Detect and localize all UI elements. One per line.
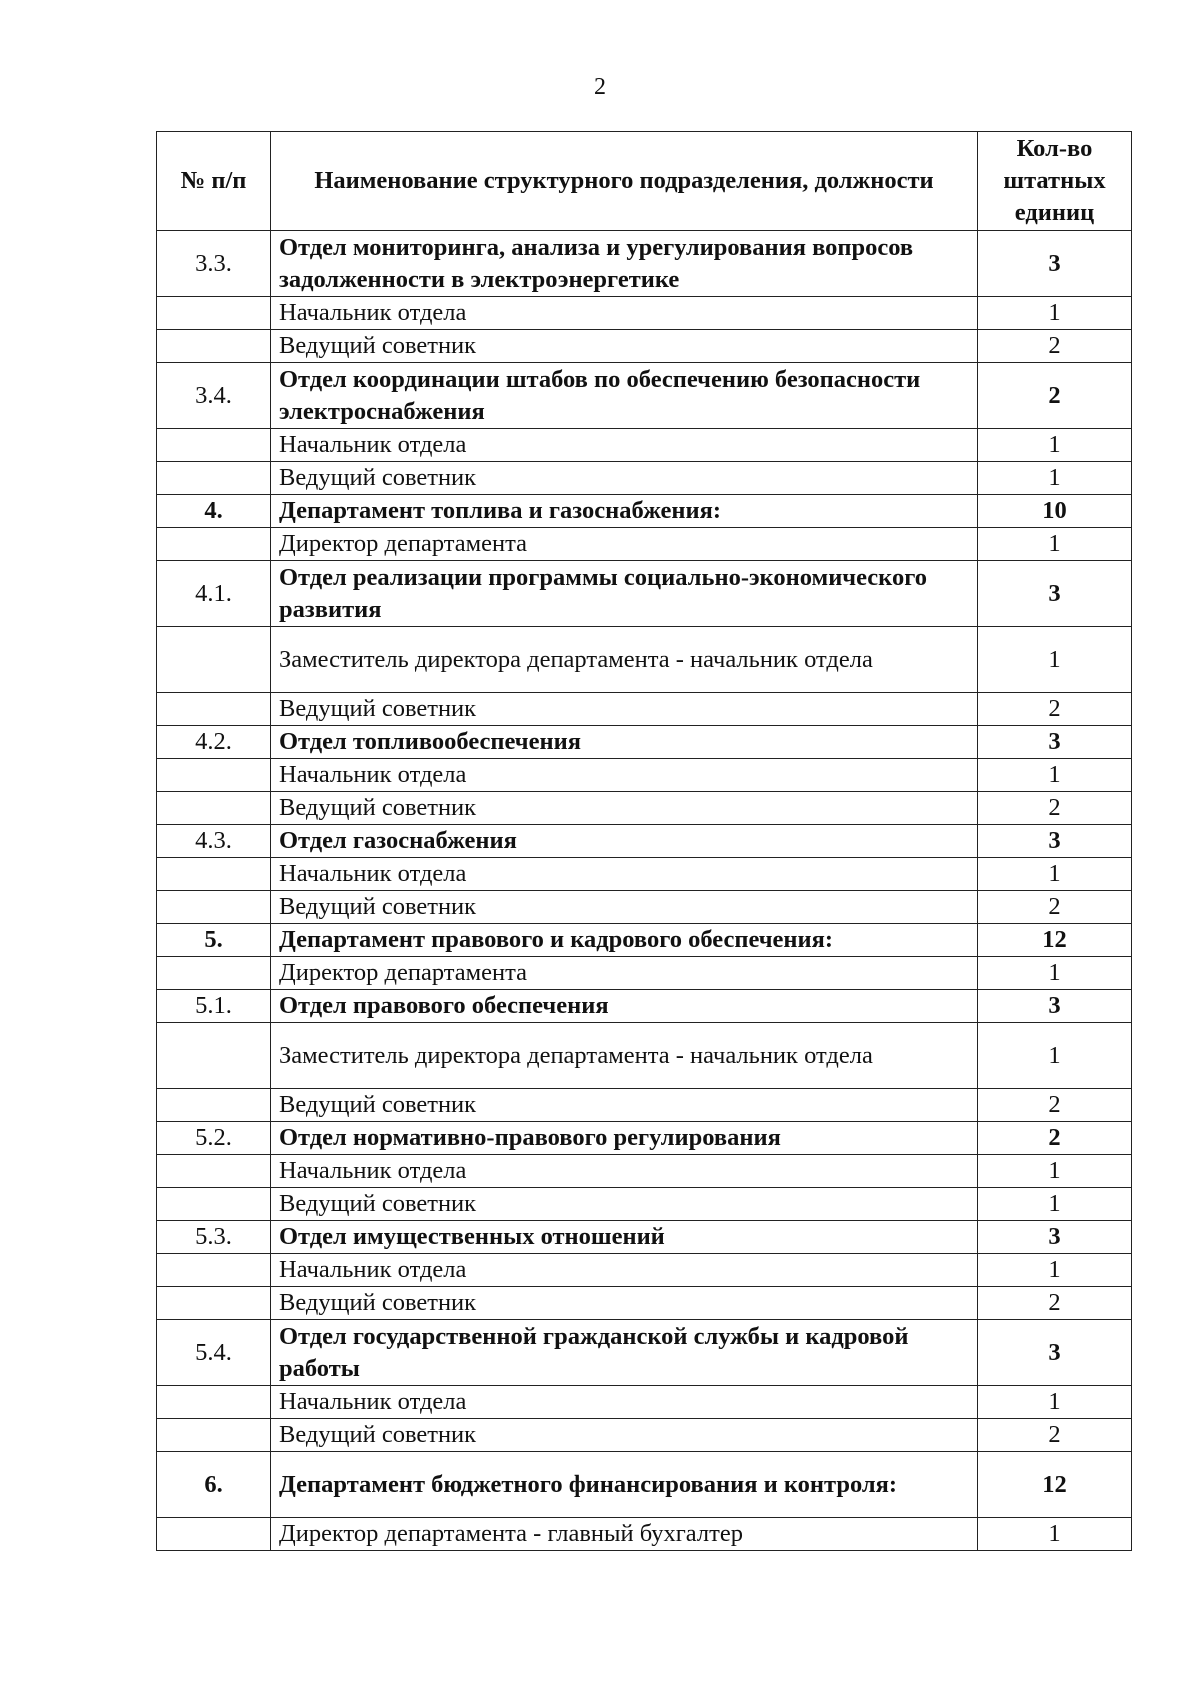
table-row	[157, 1419, 1132, 1452]
unit-name: Отдел имущественных отношений	[271, 1221, 978, 1254]
table-row	[157, 1188, 1132, 1221]
row-number: 5.4.	[157, 1320, 271, 1386]
staff-count: 3	[978, 561, 1132, 627]
table-row	[157, 825, 1132, 858]
unit-name: Департамент бюджетного финансирования и контроля:	[271, 1452, 978, 1518]
staff-count: 2	[978, 330, 1132, 363]
page-number: 2	[594, 74, 606, 100]
row-number: 3.4.	[157, 363, 271, 429]
row-number: 5.2.	[157, 1122, 271, 1155]
position-name: Ведущий советник	[271, 891, 978, 924]
row-number: 4.1.	[157, 561, 271, 627]
row-number	[157, 891, 271, 924]
table-row	[157, 1518, 1132, 1551]
unit-name: Отдел правового обеспечения	[271, 990, 978, 1023]
table-row	[157, 1452, 1132, 1518]
table-row	[157, 1254, 1132, 1287]
staff-count: 1	[978, 297, 1132, 330]
row-number: 4.3.	[157, 825, 271, 858]
position-name: Начальник отдела	[271, 759, 978, 792]
row-number	[157, 792, 271, 825]
table-row	[157, 726, 1132, 759]
table-row	[157, 957, 1132, 990]
unit-name: Отдел мониторинга, анализа и урегулирования вопросов задолженности в электроэнергетике	[271, 231, 978, 297]
unit-name: Департамент топлива и газоснабжения:	[271, 495, 978, 528]
row-number	[157, 1287, 271, 1320]
table-row	[157, 924, 1132, 957]
table-row	[157, 495, 1132, 528]
row-number	[157, 429, 271, 462]
position-name: Ведущий советник	[271, 1188, 978, 1221]
table-header-row	[157, 132, 1132, 231]
staff-count: 3	[978, 825, 1132, 858]
staff-count: 3	[978, 1221, 1132, 1254]
row-number	[157, 627, 271, 693]
staff-count: 10	[978, 495, 1132, 528]
staff-count: 2	[978, 891, 1132, 924]
row-number	[157, 759, 271, 792]
row-number: 4.	[157, 495, 271, 528]
unit-name: Отдел государственной гражданской службы и кадровой работы	[271, 1320, 978, 1386]
row-number: 5.3.	[157, 1221, 271, 1254]
staff-count: 1	[978, 528, 1132, 561]
staff-count: 1	[978, 957, 1132, 990]
row-number	[157, 1023, 271, 1089]
staff-count: 1	[978, 1254, 1132, 1287]
table-row	[157, 1122, 1132, 1155]
row-number: 6.	[157, 1452, 271, 1518]
table-row	[157, 1221, 1132, 1254]
staff-count: 1	[978, 759, 1132, 792]
row-number	[157, 957, 271, 990]
unit-name: Отдел топливообеспечения	[271, 726, 978, 759]
position-name: Директор департамента	[271, 528, 978, 561]
staff-count: 2	[978, 1287, 1132, 1320]
table-row	[157, 1089, 1132, 1122]
table-row	[157, 627, 1132, 693]
position-name: Директор департамента	[271, 957, 978, 990]
table-body	[157, 231, 1132, 1551]
row-number	[157, 1188, 271, 1221]
staff-count: 1	[978, 429, 1132, 462]
position-name: Ведущий советник	[271, 330, 978, 363]
row-number	[157, 1089, 271, 1122]
staff-count: 2	[978, 792, 1132, 825]
row-number	[157, 1254, 271, 1287]
row-number	[157, 1155, 271, 1188]
staff-count: 12	[978, 924, 1132, 957]
unit-name: Департамент правового и кадрового обеспечения:	[271, 924, 978, 957]
position-name: Начальник отдела	[271, 1155, 978, 1188]
row-number	[157, 528, 271, 561]
table-row	[157, 759, 1132, 792]
header-number: № п/п	[157, 132, 271, 231]
staff-count: 1	[978, 1023, 1132, 1089]
header-staff-count: Кол-во штатных единиц	[978, 132, 1132, 231]
position-name: Заместитель директора департамента - начальник отдела	[271, 1023, 978, 1089]
staff-count: 3	[978, 231, 1132, 297]
staff-count: 1	[978, 1386, 1132, 1419]
position-name: Ведущий советник	[271, 792, 978, 825]
table-row	[157, 363, 1132, 429]
position-name: Ведущий советник	[271, 462, 978, 495]
staff-count: 1	[978, 462, 1132, 495]
position-name: Заместитель директора департамента - начальник отдела	[271, 627, 978, 693]
table-row	[157, 1386, 1132, 1419]
staff-count: 1	[978, 627, 1132, 693]
header-unit-name: Наименование структурного подразделения, должности	[271, 132, 978, 231]
staff-count: 2	[978, 1419, 1132, 1452]
staff-count: 1	[978, 858, 1132, 891]
table-row	[157, 429, 1132, 462]
table-row	[157, 858, 1132, 891]
position-name: Начальник отдела	[271, 1386, 978, 1419]
row-number	[157, 462, 271, 495]
staff-count: 2	[978, 1089, 1132, 1122]
row-number	[157, 1518, 271, 1551]
unit-name: Отдел реализации программы социально-экономического развития	[271, 561, 978, 627]
table-row	[157, 297, 1132, 330]
table-row	[157, 462, 1132, 495]
position-name: Ведущий советник	[271, 1089, 978, 1122]
staff-count: 3	[978, 990, 1132, 1023]
row-number	[157, 1386, 271, 1419]
row-number	[157, 858, 271, 891]
staff-count: 2	[978, 1122, 1132, 1155]
staff-count: 1	[978, 1188, 1132, 1221]
row-number: 4.2.	[157, 726, 271, 759]
table-row	[157, 891, 1132, 924]
position-name: Начальник отдела	[271, 429, 978, 462]
row-number: 3.3.	[157, 231, 271, 297]
table-row	[157, 1320, 1132, 1386]
table-row	[157, 1023, 1132, 1089]
position-name: Ведущий советник	[271, 1419, 978, 1452]
position-name: Ведущий советник	[271, 693, 978, 726]
staff-count: 12	[978, 1452, 1132, 1518]
position-name: Начальник отдела	[271, 858, 978, 891]
staff-count: 2	[978, 363, 1132, 429]
row-number	[157, 693, 271, 726]
table-row	[157, 330, 1132, 363]
table-row	[157, 693, 1132, 726]
table-row	[157, 528, 1132, 561]
unit-name: Отдел газоснабжения	[271, 825, 978, 858]
position-name: Ведущий советник	[271, 1287, 978, 1320]
table-row	[157, 561, 1132, 627]
table-row	[157, 1155, 1132, 1188]
position-name: Начальник отдела	[271, 1254, 978, 1287]
table-row	[157, 1287, 1132, 1320]
position-name: Начальник отдела	[271, 297, 978, 330]
row-number	[157, 297, 271, 330]
staff-count: 3	[978, 726, 1132, 759]
unit-name: Отдел нормативно-правового регулирования	[271, 1122, 978, 1155]
unit-name: Отдел координации штабов по обеспечению безопасности электроснабжения	[271, 363, 978, 429]
table-row	[157, 792, 1132, 825]
row-number	[157, 1419, 271, 1452]
position-name: Директор департамента - главный бухгалтер	[271, 1518, 978, 1551]
staff-count: 1	[978, 1518, 1132, 1551]
table-row	[157, 990, 1132, 1023]
row-number	[157, 330, 271, 363]
row-number: 5.	[157, 924, 271, 957]
staffing-table	[156, 131, 1132, 1551]
row-number: 5.1.	[157, 990, 271, 1023]
staff-count: 3	[978, 1320, 1132, 1386]
staff-count: 2	[978, 693, 1132, 726]
staff-count: 1	[978, 1155, 1132, 1188]
table-row	[157, 231, 1132, 297]
